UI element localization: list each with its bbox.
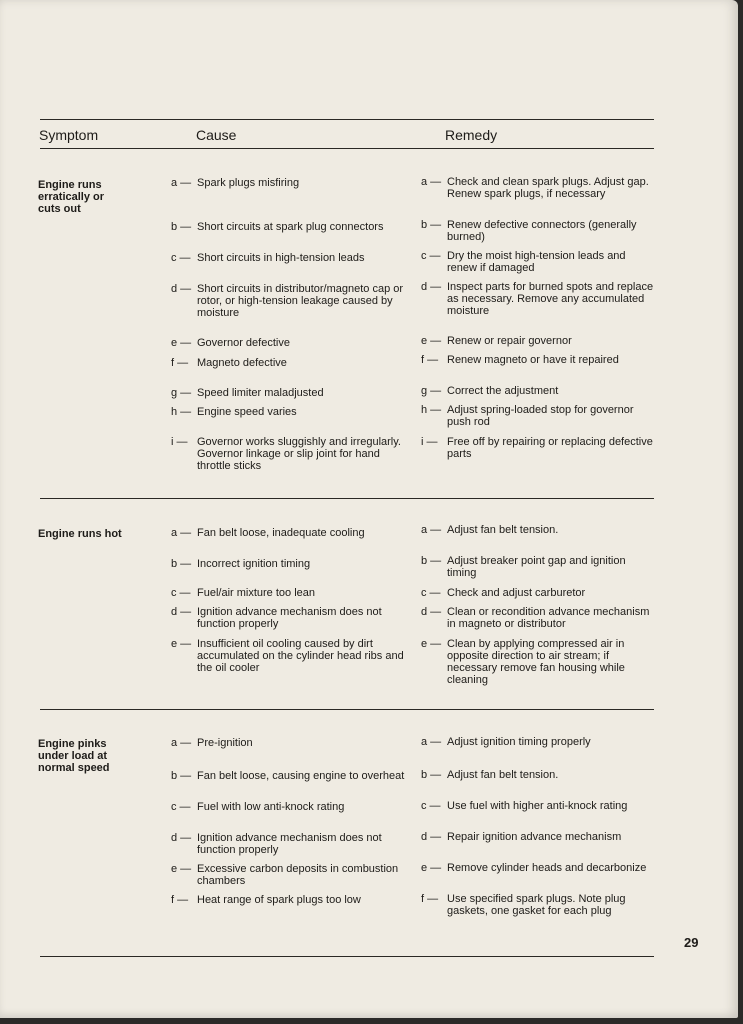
remedy-entry <box>421 638 657 686</box>
table-bottom-rule <box>40 956 654 957</box>
remedy-entry <box>421 736 657 748</box>
symptom-label: Engine pinks under load at normal speed <box>38 738 110 774</box>
remedy-text: Free off by repairing or replacing defective parts <box>447 436 653 460</box>
cause-letter: i — <box>171 436 188 448</box>
remedy-entry <box>421 862 657 874</box>
remedy-letter: c — <box>421 800 441 812</box>
remedy-letter: b — <box>421 769 442 781</box>
cause-letter: c — <box>171 252 191 264</box>
remedy-letter: c — <box>421 587 441 599</box>
cause-entry <box>171 527 406 539</box>
cause-entry <box>171 638 406 674</box>
cause-letter: d — <box>171 606 192 618</box>
cause-text: Insufficient oil cooling caused by dirt accumulated on the cylinder head ribs and the oil cooler <box>197 638 404 674</box>
remedy-letter: e — <box>421 638 442 650</box>
remedy-text: Adjust ignition timing properly <box>447 736 591 748</box>
remedy-text: Adjust spring-loaded stop for governor push rod <box>447 404 634 428</box>
cause-text: Governor defective <box>197 337 290 349</box>
cause-text: Fuel/air mixture too lean <box>197 587 315 599</box>
cause-letter: b — <box>171 770 192 782</box>
section-divider <box>40 709 654 710</box>
cause-entry <box>171 832 406 856</box>
cause-entry <box>171 558 406 570</box>
cause-entry <box>171 357 406 369</box>
table-top-rule <box>40 119 654 120</box>
cause-letter: g — <box>171 387 192 399</box>
remedy-text: Repair ignition advance mechanism <box>447 831 622 843</box>
remedy-entry <box>421 800 657 812</box>
cause-letter: d — <box>171 283 192 295</box>
remedy-text: Correct the adjustment <box>447 385 559 397</box>
remedy-text: Adjust fan belt tension. <box>447 524 559 536</box>
cause-entry <box>171 221 406 233</box>
cause-letter: b — <box>171 221 192 233</box>
remedy-letter: d — <box>421 281 442 293</box>
remedy-text: Inspect parts for burned spots and replace as necessary. Remove any accumulated moisture <box>447 281 654 317</box>
cause-text: Engine speed varies <box>197 406 297 418</box>
cause-text: Pre-ignition <box>197 737 253 749</box>
remedy-text: Adjust fan belt tension. <box>447 769 559 781</box>
cause-entry <box>171 737 406 749</box>
remedy-entry <box>421 281 657 317</box>
symptom-label: Engine runs erratically or cuts out <box>38 179 105 215</box>
remedy-entry <box>421 769 657 781</box>
section-divider <box>40 498 654 499</box>
cause-letter: e — <box>171 337 192 349</box>
remedy-letter: a — <box>421 176 442 188</box>
header-bottom-rule <box>40 148 654 149</box>
remedy-text: Use specified spark plugs. Note plug gaskets, one gasket for each plug <box>447 893 626 917</box>
cause-entry <box>171 894 406 906</box>
cause-letter: d — <box>171 832 192 844</box>
symptom-label: Engine runs hot <box>38 528 122 540</box>
remedy-letter: d — <box>421 606 442 618</box>
header-remedy: Remedy <box>445 127 498 143</box>
remedy-entry <box>421 250 657 274</box>
remedy-text: Dry the moist high-tension leads and renew if damaged <box>447 250 626 274</box>
cause-entry <box>171 387 406 399</box>
remedy-entry <box>421 555 657 579</box>
cause-letter: f — <box>171 357 189 369</box>
remedy-letter: f — <box>421 893 439 905</box>
remedy-letter: g — <box>421 385 442 397</box>
remedy-entry <box>421 335 657 347</box>
header-symptom: Symptom <box>39 127 99 143</box>
remedy-text: Check and adjust carburetor <box>447 587 586 599</box>
cause-text: Governor works sluggishly and irregularly. Governor linkage or slip joint for hand throttle sticks <box>197 436 401 472</box>
cause-text: Magneto defective <box>197 357 287 369</box>
cause-entry <box>171 406 406 418</box>
remedy-entry <box>421 893 657 917</box>
remedy-text: Clean or recondition advance mechanism in magneto or distributor <box>447 606 650 630</box>
cause-text: Short circuits at spark plug connectors <box>197 221 384 233</box>
cause-entry <box>171 283 406 319</box>
remedy-letter: c — <box>421 250 441 262</box>
remedy-entry <box>421 606 657 630</box>
cause-entry <box>171 587 406 599</box>
cause-text: Speed limiter maladjusted <box>197 387 324 399</box>
remedy-entry <box>421 831 657 843</box>
cause-letter: c — <box>171 587 191 599</box>
remedy-letter: f — <box>421 354 439 366</box>
cause-letter: e — <box>171 638 192 650</box>
cause-text: Fan belt loose, causing engine to overheat <box>197 770 405 782</box>
remedy-text: Clean by applying compressed air in opposite direction to air stream; if necessary remove fan housing while cleaning <box>447 638 625 686</box>
remedy-entry <box>421 587 657 599</box>
cause-letter: c — <box>171 801 191 813</box>
cause-entry <box>171 177 406 189</box>
remedy-letter: e — <box>421 862 442 874</box>
cause-text: Short circuits in distributor/magneto cap or rotor, or high-tension leakage caused by moisture <box>197 283 404 319</box>
remedy-letter: i — <box>421 436 438 448</box>
remedy-letter: b — <box>421 219 442 231</box>
page-number: 29 <box>684 935 699 950</box>
cause-letter: f — <box>171 894 189 906</box>
cause-text: Fuel with low anti-knock rating <box>197 801 345 813</box>
remedy-letter: h — <box>421 404 442 416</box>
cause-text: Short circuits in high-tension leads <box>197 252 365 264</box>
remedy-entry <box>421 436 657 460</box>
remedy-entry <box>421 176 657 200</box>
cause-entry <box>171 801 406 813</box>
cause-entry <box>171 770 406 782</box>
remedy-letter: b — <box>421 555 442 567</box>
remedy-text: Use fuel with higher anti-knock rating <box>447 800 628 812</box>
remedy-text: Renew defective connectors (generally burned) <box>447 219 637 243</box>
remedy-letter: e — <box>421 335 442 347</box>
cause-letter: a — <box>171 177 192 189</box>
header-cause: Cause <box>196 127 237 143</box>
remedy-entry <box>421 404 657 428</box>
cause-entry <box>171 863 406 887</box>
remedy-entry <box>421 524 657 536</box>
cause-text: Ignition advance mechanism does not function properly <box>197 606 382 630</box>
cause-letter: h — <box>171 406 192 418</box>
remedy-text: Adjust breaker point gap and ignition timing <box>447 555 626 579</box>
remedy-letter: d — <box>421 831 442 843</box>
cause-letter: a — <box>171 737 192 749</box>
remedy-entry <box>421 354 657 366</box>
remedy-text: Renew or repair governor <box>447 335 572 347</box>
remedy-text: Check and clean spark plugs. Adjust gap. Renew spark plugs, if necessary <box>447 176 649 200</box>
cause-entry <box>171 606 406 630</box>
cause-text: Incorrect ignition timing <box>197 558 311 570</box>
cause-letter: b — <box>171 558 192 570</box>
cause-text: Heat range of spark plugs too low <box>197 894 361 906</box>
cause-letter: a — <box>171 527 192 539</box>
remedy-text: Renew magneto or have it repaired <box>447 354 619 366</box>
remedy-entry <box>421 219 657 243</box>
cause-text: Ignition advance mechanism does not function properly <box>197 832 382 856</box>
remedy-letter: a — <box>421 736 442 748</box>
cause-text: Spark plugs misfiring <box>197 177 300 189</box>
remedy-entry <box>421 385 657 397</box>
remedy-letter: a — <box>421 524 442 536</box>
cause-entry <box>171 252 406 264</box>
cause-text: Excessive carbon deposits in combustion chambers <box>197 863 399 887</box>
cause-text: Fan belt loose, inadequate cooling <box>197 527 365 539</box>
cause-letter: e — <box>171 863 192 875</box>
cause-entry <box>171 436 406 472</box>
remedy-text: Remove cylinder heads and decarbonize <box>447 862 647 874</box>
cause-entry <box>171 337 406 349</box>
